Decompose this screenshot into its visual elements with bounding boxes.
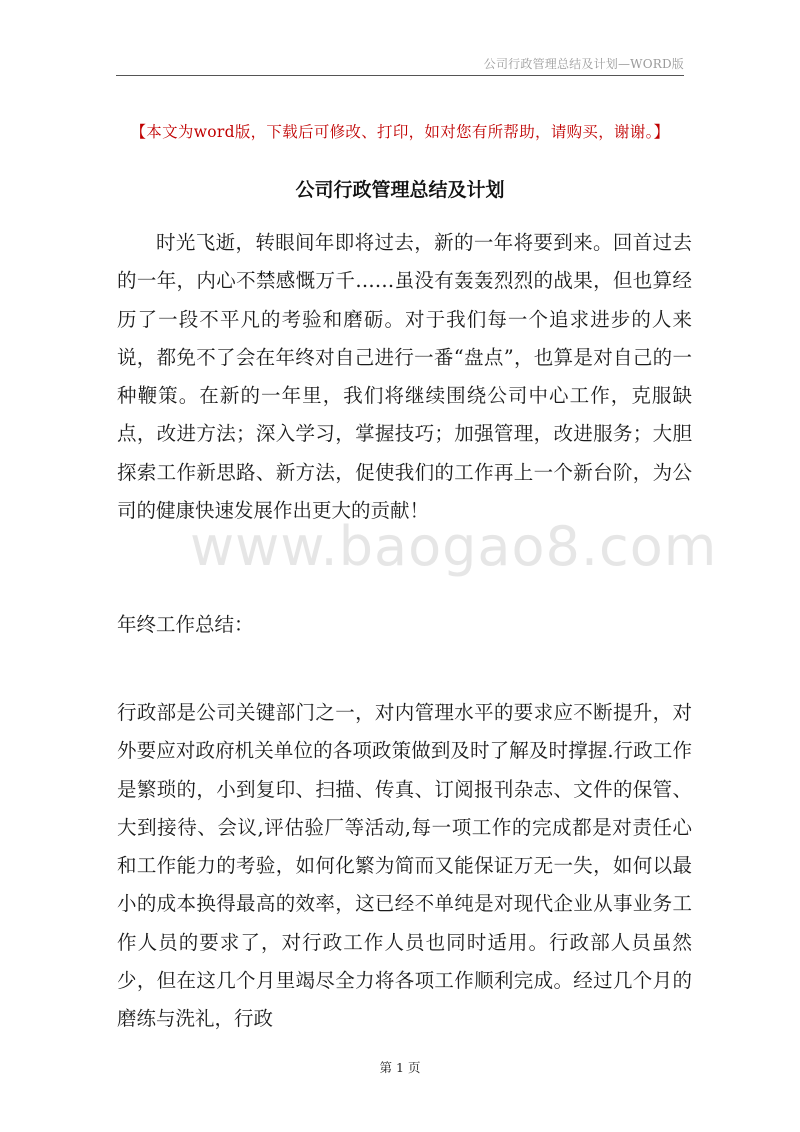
document-title: 公司行政管理总结及计划: [295, 179, 505, 201]
intro-paragraph: 时光飞逝，转眼间年即将过去，新的一年将要到来。回首过去的一年，内心不禁感慨万千……虽没有轰轰烈烈的战果，但也算经历了一段不平凡的考验和磨砺。对于我们每一个追求进步的人来说，都免不了会在年终对自己进行一番“盘点”，也算是对自己的一种鞭策。在新的一年里，我们将继续围绕公司中心工作，克服缺点，改进方法；深入学习，掌握技巧；加强管理，改进服务；大胆探索工作新思路、新方法，促使我们的工作再上一个新台阶，为公司的健康快速发展作出更大的贡献！: [117, 231, 692, 523]
download-notice: 【本文为word版，下载后可修改、打印，如对您有所帮助，请购买，谢谢。】: [130, 123, 670, 141]
running-header: 公司行政管理总结及计划—WORD版: [483, 57, 684, 71]
header-divider: [116, 75, 684, 76]
page-number: 第 1 页: [379, 1060, 421, 1075]
watermark: www.baogao8.com: [190, 515, 718, 578]
section-paragraph: 行政部是公司关键部门之一，对内管理水平的要求应不断提升，对外要应对政府机关单位的各项政策做到及时了解及时撑握.行政工作是繁琐的，小到复印、扫描、传真、订阅报刊杂志、文件的保管、大到接待、会议,评估验厂等活动,每一项工作的完成都是对责任心和工作能力的考验，如何化繁为简而又能保证万无一失，如何以最小的成本换得最高的效率，这已经不单纯是对现代企业从事业务工作人员的要求了，对行政工作人员也同时适用。行政部人员虽然少，但在这几个月里竭尽全力将各项工作顺利完成。经过几个月的磨练与洗礼，行政: [117, 701, 692, 1031]
section-heading: 年终工作总结：: [117, 613, 254, 636]
